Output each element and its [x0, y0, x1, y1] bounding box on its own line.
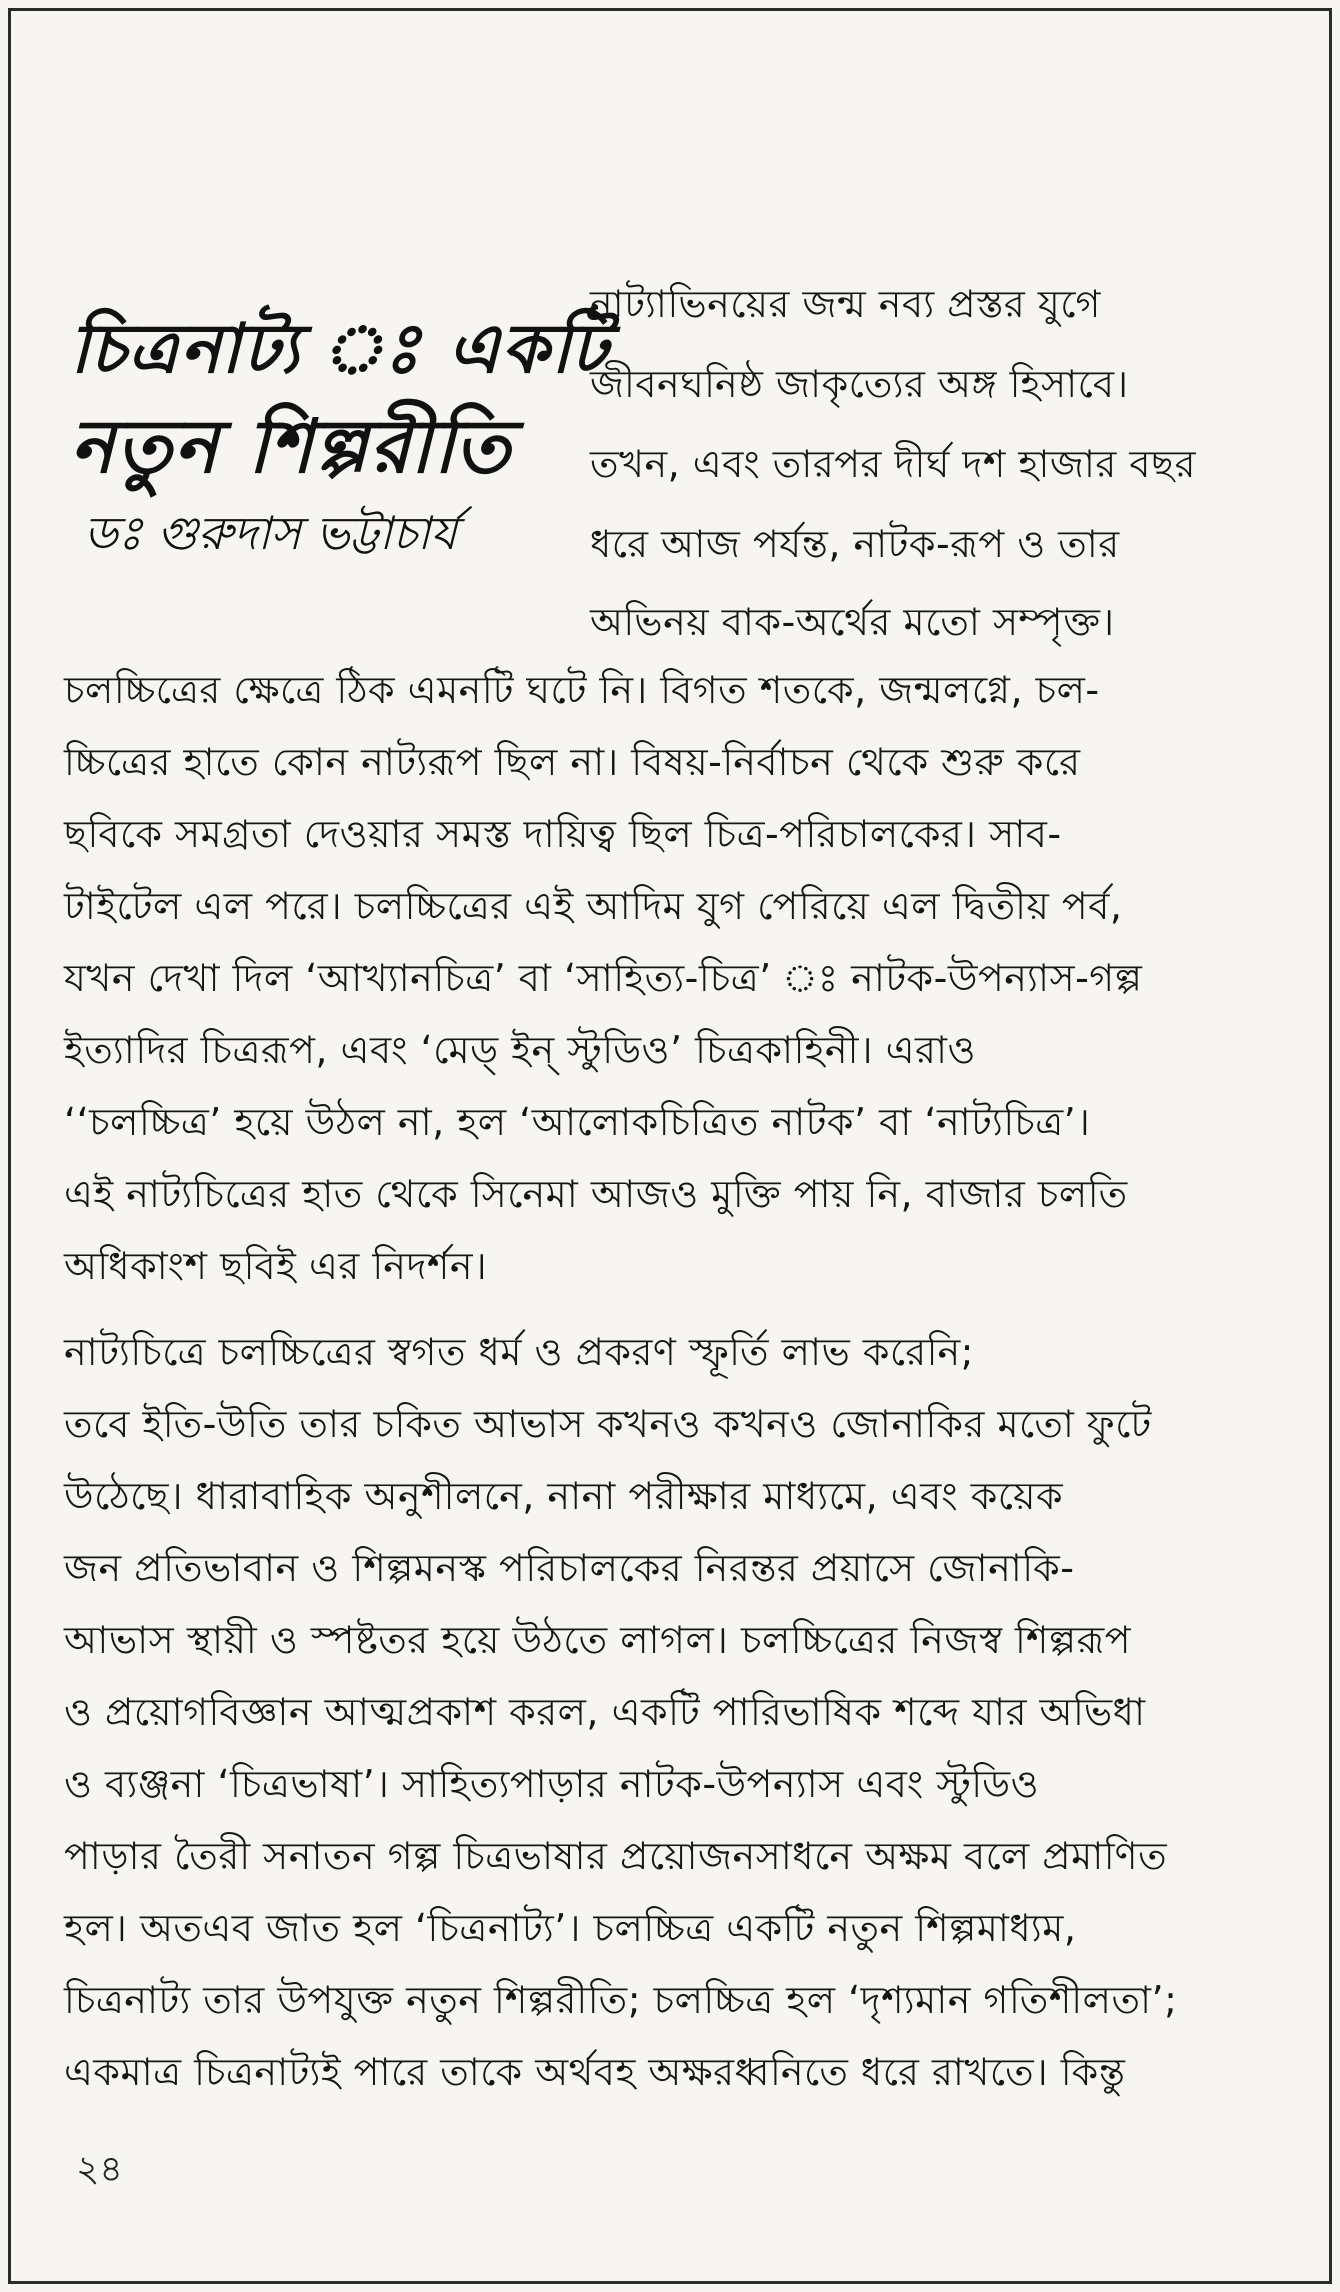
text-line: চিত্রনাট্য তার উপযুক্ত নতুন শিল্পরীতি; চলচ্চিত্র হল ‘দৃশ্যমান গতিশীলতা’; — [64, 1978, 1178, 2022]
text-line: তখন, এবং তারপর দীর্ঘ দশ হাজার বছর — [590, 442, 1196, 486]
text-line: ছবিকে সমগ্রতা দেওয়ার সমস্ত দায়িত্ব ছিল চিত্র-পরিচালকের। সাব- — [64, 812, 1062, 856]
text-line: নাট্যচিত্রে চলচ্চিত্রের স্বগত ধর্ম ও প্রকরণ স্ফূর্তি লাভ করেনি; — [64, 1330, 974, 1374]
page-number: ২৪ — [76, 2149, 123, 2190]
text-line: আভাস স্থায়ী ও স্পষ্টতর হয়ে উঠতে লাগল। চলচ্চিত্রের নিজস্ব শিল্পরূপ — [64, 1618, 1132, 1662]
text-line: নাট্যাভিনয়ের জন্ম নব্য প্রস্তর যুগে — [590, 282, 1101, 326]
text-line: ও প্রয়োগবিজ্ঞান আত্মপ্রকাশ করল, একটি পারিভাষিক শব্দে যার অভিধা — [64, 1690, 1146, 1734]
text-line: অভিনয় বাক-অর্থের মতো সম্পৃক্ত। — [590, 600, 1115, 644]
text-line: যখন দেখা দিল ‘আখ্যানচিত্র’ বা ‘সাহিত্য-চিত্র’ ঃ নাটক-উপন্যাস-গল্প — [64, 956, 1143, 1000]
text-line: ধরে আজ পর্যন্ত, নাটক-রূপ ও তার — [590, 522, 1120, 566]
author-name: ডঃ গুরুদাস ভট্টাচার্য — [84, 506, 457, 560]
text-line: উঠেছে। ধারাবাহিক অনুশীলনে, নানা পরীক্ষার মাধ্যমে, এবং কয়েক — [64, 1474, 1064, 1518]
title-line-2: নতুন শিল্পরীতি — [70, 404, 512, 490]
title-line-1: চিত্রনাট্য ঃ একটি — [70, 309, 610, 389]
text-line: ইত্যাদির চিত্ররূপ, এবং ‘মেড্ ইন্ স্টুডিও’ চিত্রকাহিনী। এরাও — [64, 1028, 976, 1072]
text-line: তবে ইতি-উতি তার চকিত আভাস কখনও কখনও জোনাকির মতো ফুটে — [64, 1402, 1152, 1446]
text-line: এই নাট্যচিত্রের হাত থেকে সিনেমা আজও মুক্তি পায় নি, বাজার চলতি — [64, 1172, 1128, 1216]
text-line: ও ব্যঞ্জনা ‘চিত্রভাষা’। সাহিত্যপাড়ার নাটক-উপন্যাস এবং স্টুডিও — [64, 1762, 1040, 1806]
text-line: জন প্রতিভাবান ও শিল্পমনস্ক পরিচালকের নিরন্তর প্রয়াসে জোনাকি- — [64, 1546, 1075, 1590]
text-line: চ্চিত্রের হাতে কোন নাট্যরূপ ছিল না। বিষয়-নির্বাচন থেকে শুরু করে — [64, 740, 1081, 784]
text-line: হল। অতএব জাত হল ‘চিত্রনাট্য’। চলচ্চিত্র একটি নতুন শিল্পমাধ্যম, — [64, 1906, 1077, 1950]
text-line: অধিকাংশ ছবিই এর নিদর্শন। — [64, 1244, 488, 1288]
text-line: একমাত্র চিত্রনাট্যই পারে তাকে অর্থবহ অক্ষরধ্বনিতে ধরে রাখতে। কিন্তু — [64, 2050, 1126, 2094]
text-line: ‘‘চলচ্চিত্র’ হয়ে উঠল না, হল ‘আলোকচিত্রিত নাটক’ বা ‘নাট্যচিত্র’। — [64, 1100, 1091, 1144]
title-block — [70, 300, 610, 564]
text-line: টাইটেল এল পরে। চলচ্চিত্রের এই আদিম যুগ পেরিয়ে এল দ্বিতীয় পর্ব, — [64, 884, 1123, 928]
text-line: জীবনঘনিষ্ঠ জাকৃত্যের অঙ্গ হিসাবে। — [590, 362, 1129, 406]
text-line: পাড়ার তৈরী সনাতন গল্প চিত্রভাষার প্রয়োজনসাধনে অক্ষম বলে প্রমাণিত — [64, 1834, 1168, 1878]
text-line: চলচ্চিত্রের ক্ষেত্রে ঠিক এমনটি ঘটে নি। বিগত শতকে, জন্মলগ্নে, চল- — [64, 668, 1100, 712]
